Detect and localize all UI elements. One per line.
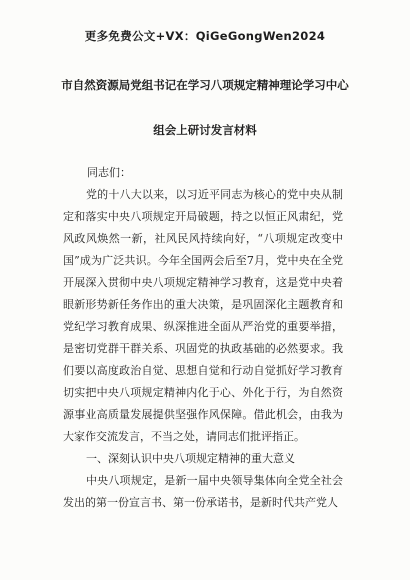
document-body	[63, 162, 343, 514]
document-title-line-2: 组会上研讨发言材料	[153, 123, 257, 137]
salutation: 同志们：	[87, 166, 131, 179]
section-heading: 一、深刻认识中央八项规定精神的重大意义	[86, 452, 295, 465]
document-title-line-1: 市自然资源局党组书记在学习八项规定精神理论学习中心	[61, 78, 349, 92]
paragraph-section-1: 中央八项规定，是新一届中央领导集体向全党全社会发出的第一份宣言书、第一份承诺书，是新时代共产党人	[63, 474, 343, 509]
paragraph-intro: 党的十八大以来，以习近平同志为核心的党中央从制定和落实中央八项规定开局破题，持之以恒正风肃纪，党风政风焕然一新，社风民风持续向好，“八项规定改变中国”成为广泛共识。今年全国两会后至7月，党中央在全党开展深入贯彻中央八项规定精神学习教育，这是党中央着眼新形势新任务作出的重大决策，是巩固深化主题教育和党纪学习教育成果、纵深推进全面从严治党的重要举措，是密切党群干群关系、巩固党的执政基础的必然要求。我们要以高度政治自觉、思想自觉和行动自觉抓好学习教育切实把中央八项规定精神内化于心、外化于行，为自然资源事业高质量发展提供坚强作风保障。借此机会，由我为大家作交流发言，不当之处，请同志们批评指正。	[63, 188, 343, 443]
header-note: 更多免费公文+VX：QiGeGongWen2024	[84, 29, 326, 43]
